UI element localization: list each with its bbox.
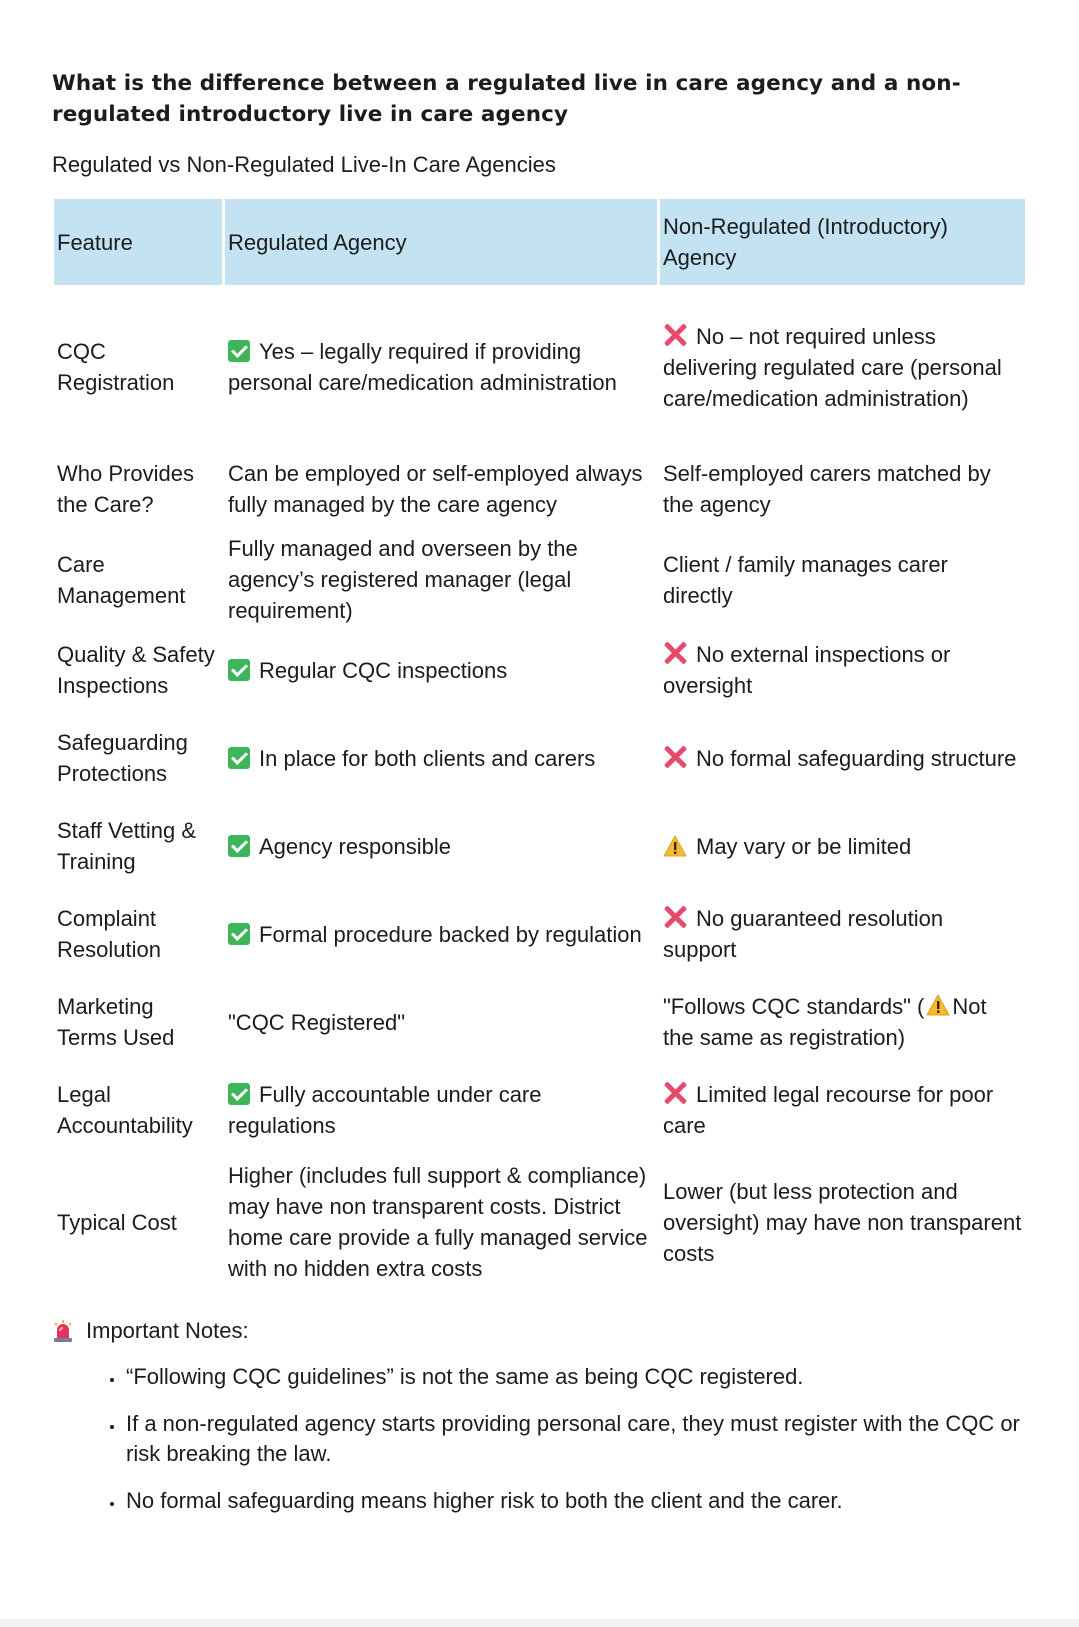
table-row: [54, 714, 1025, 802]
cross-icon: [663, 905, 687, 929]
header-regulated: Regulated Agency: [225, 199, 657, 285]
regulated-cell: [225, 533, 657, 626]
non-regulated-cell: [660, 533, 1025, 626]
regulated-cell: [225, 802, 657, 890]
table-row: [54, 802, 1025, 890]
feature-cell: Complaint Resolution: [57, 906, 161, 962]
table-row: [54, 285, 1025, 445]
page-subtitle: Regulated vs Non-Regulated Live-In Care Agencies: [52, 152, 556, 177]
table-row: [54, 978, 1025, 1066]
siren-icon: [52, 1319, 74, 1343]
non-regulated-text: No guaranteed resolution support: [663, 906, 944, 962]
notes-list: [52, 1362, 1032, 1516]
notes-title: Important Notes:: [86, 1318, 249, 1343]
feature-cell: CQC Registration: [57, 339, 175, 395]
regulated-text: Can be employed or self-employed always fully managed by the care agency: [228, 461, 643, 517]
list-item: • “Following CQC guidelines” is not the same as being CQC registered.: [125, 1362, 1032, 1392]
check-icon: [228, 747, 250, 769]
regulated-cell: [225, 285, 657, 445]
table-row: [54, 1066, 1025, 1154]
feature-cell: Safeguarding Protections: [57, 730, 188, 786]
list-item: • No formal safeguarding means higher risk to both the client and the carer.: [125, 1486, 1032, 1516]
feature-cell: Quality & Safety Inspections: [57, 642, 215, 698]
regulated-text: "CQC Registered": [228, 1009, 406, 1035]
non-regulated-cell: [660, 714, 1025, 802]
check-icon: [228, 835, 250, 857]
cross-icon: [663, 1081, 687, 1105]
non-regulated-text: Limited legal recourse for poor care: [663, 1082, 994, 1138]
regulated-cell: [225, 445, 657, 533]
non-regulated-cell: [660, 445, 1025, 533]
feature-cell: Legal Accountability: [57, 1082, 193, 1138]
feature-cell: Staff Vetting & Training: [57, 818, 197, 874]
regulated-cell: [225, 978, 657, 1066]
table-row: [54, 890, 1025, 978]
non-regulated-cell: [660, 1066, 1025, 1154]
list-item: • If a non-regulated agency starts providing personal care, they must register with the CQC or risk breaking the law.: [125, 1409, 1032, 1469]
header-feature: Feature: [54, 199, 222, 285]
regulated-text: Higher (includes full support & compliance) may have non transparent costs. District home care provide a fully managed service with no hidden extra costs: [228, 1163, 648, 1281]
non-regulated-cell: [660, 978, 1025, 1066]
regulated-cell: [225, 714, 657, 802]
table-row: [54, 1154, 1025, 1290]
regulated-cell: [225, 1066, 657, 1154]
feature-cell: Marketing Terms Used: [57, 994, 175, 1050]
regulated-text: Regular CQC inspections: [259, 657, 508, 683]
non-regulated-cell: [660, 802, 1025, 890]
check-icon: [228, 659, 250, 681]
regulated-text: Fully managed and overseen by the agency’s registered manager (legal requirement): [228, 536, 578, 623]
non-regulated-text: No formal safeguarding structure: [696, 745, 1017, 771]
table-row: [54, 626, 1025, 714]
non-regulated-text: No – not required unless delivering regulated care (personal care/medication administration): [663, 323, 1002, 411]
feature-cell: Typical Cost: [57, 1209, 177, 1235]
non-regulated-text: Client / family manages carer directly: [663, 551, 948, 608]
regulated-cell: [225, 626, 657, 714]
notes-heading: [52, 1316, 1032, 1346]
non-regulated-cell: [660, 890, 1025, 978]
regulated-text: Formal procedure backed by regulation: [259, 921, 642, 947]
cross-icon: [663, 323, 687, 347]
regulated-cell: [225, 890, 657, 978]
non-regulated-text-after: Not the same as registration): [663, 994, 987, 1050]
page-heading: What is the difference between a regulated live in care agency and a non-regulated introductory live in care agency: [52, 71, 961, 127]
check-icon: [228, 923, 250, 945]
regulated-text: In place for both clients and carers: [259, 745, 596, 771]
warning-icon: [926, 994, 950, 1016]
non-regulated-cell: [660, 626, 1025, 714]
non-regulated-text: "Follows CQC standards" (: [663, 994, 925, 1019]
table-header-row: [54, 199, 1025, 285]
non-regulated-cell: [660, 285, 1025, 445]
non-regulated-text: May vary or be limited: [696, 833, 912, 859]
non-regulated-text: Lower (but less protection and oversight) may have non transparent costs: [663, 1178, 1022, 1266]
header-non-regulated: Non-Regulated (Introductory) Agency: [660, 199, 1025, 285]
check-icon: [228, 340, 250, 362]
footer-divider: [0, 1619, 1079, 1627]
non-regulated-cell: [660, 1154, 1025, 1290]
table-row: [54, 533, 1025, 626]
warning-icon: [663, 835, 687, 857]
regulated-text: Agency responsible: [259, 833, 452, 859]
document: [52, 68, 1032, 1533]
cross-icon: [663, 641, 687, 665]
feature-cell: Who Provides the Care?: [57, 461, 194, 517]
non-regulated-text: Self-employed carers matched by the agency: [663, 461, 991, 517]
regulated-cell: [225, 1154, 657, 1290]
comparison-table: [51, 199, 1028, 1290]
non-regulated-text: No external inspections or oversight: [663, 642, 951, 698]
regulated-text: Fully accountable under care regulations: [228, 1082, 542, 1138]
cross-icon: [663, 745, 687, 769]
check-icon: [228, 1083, 250, 1105]
feature-cell: Care Management: [57, 551, 186, 608]
table-row: [54, 445, 1025, 533]
regulated-text: Yes – legally required if providing personal care/medication administration: [228, 339, 617, 395]
